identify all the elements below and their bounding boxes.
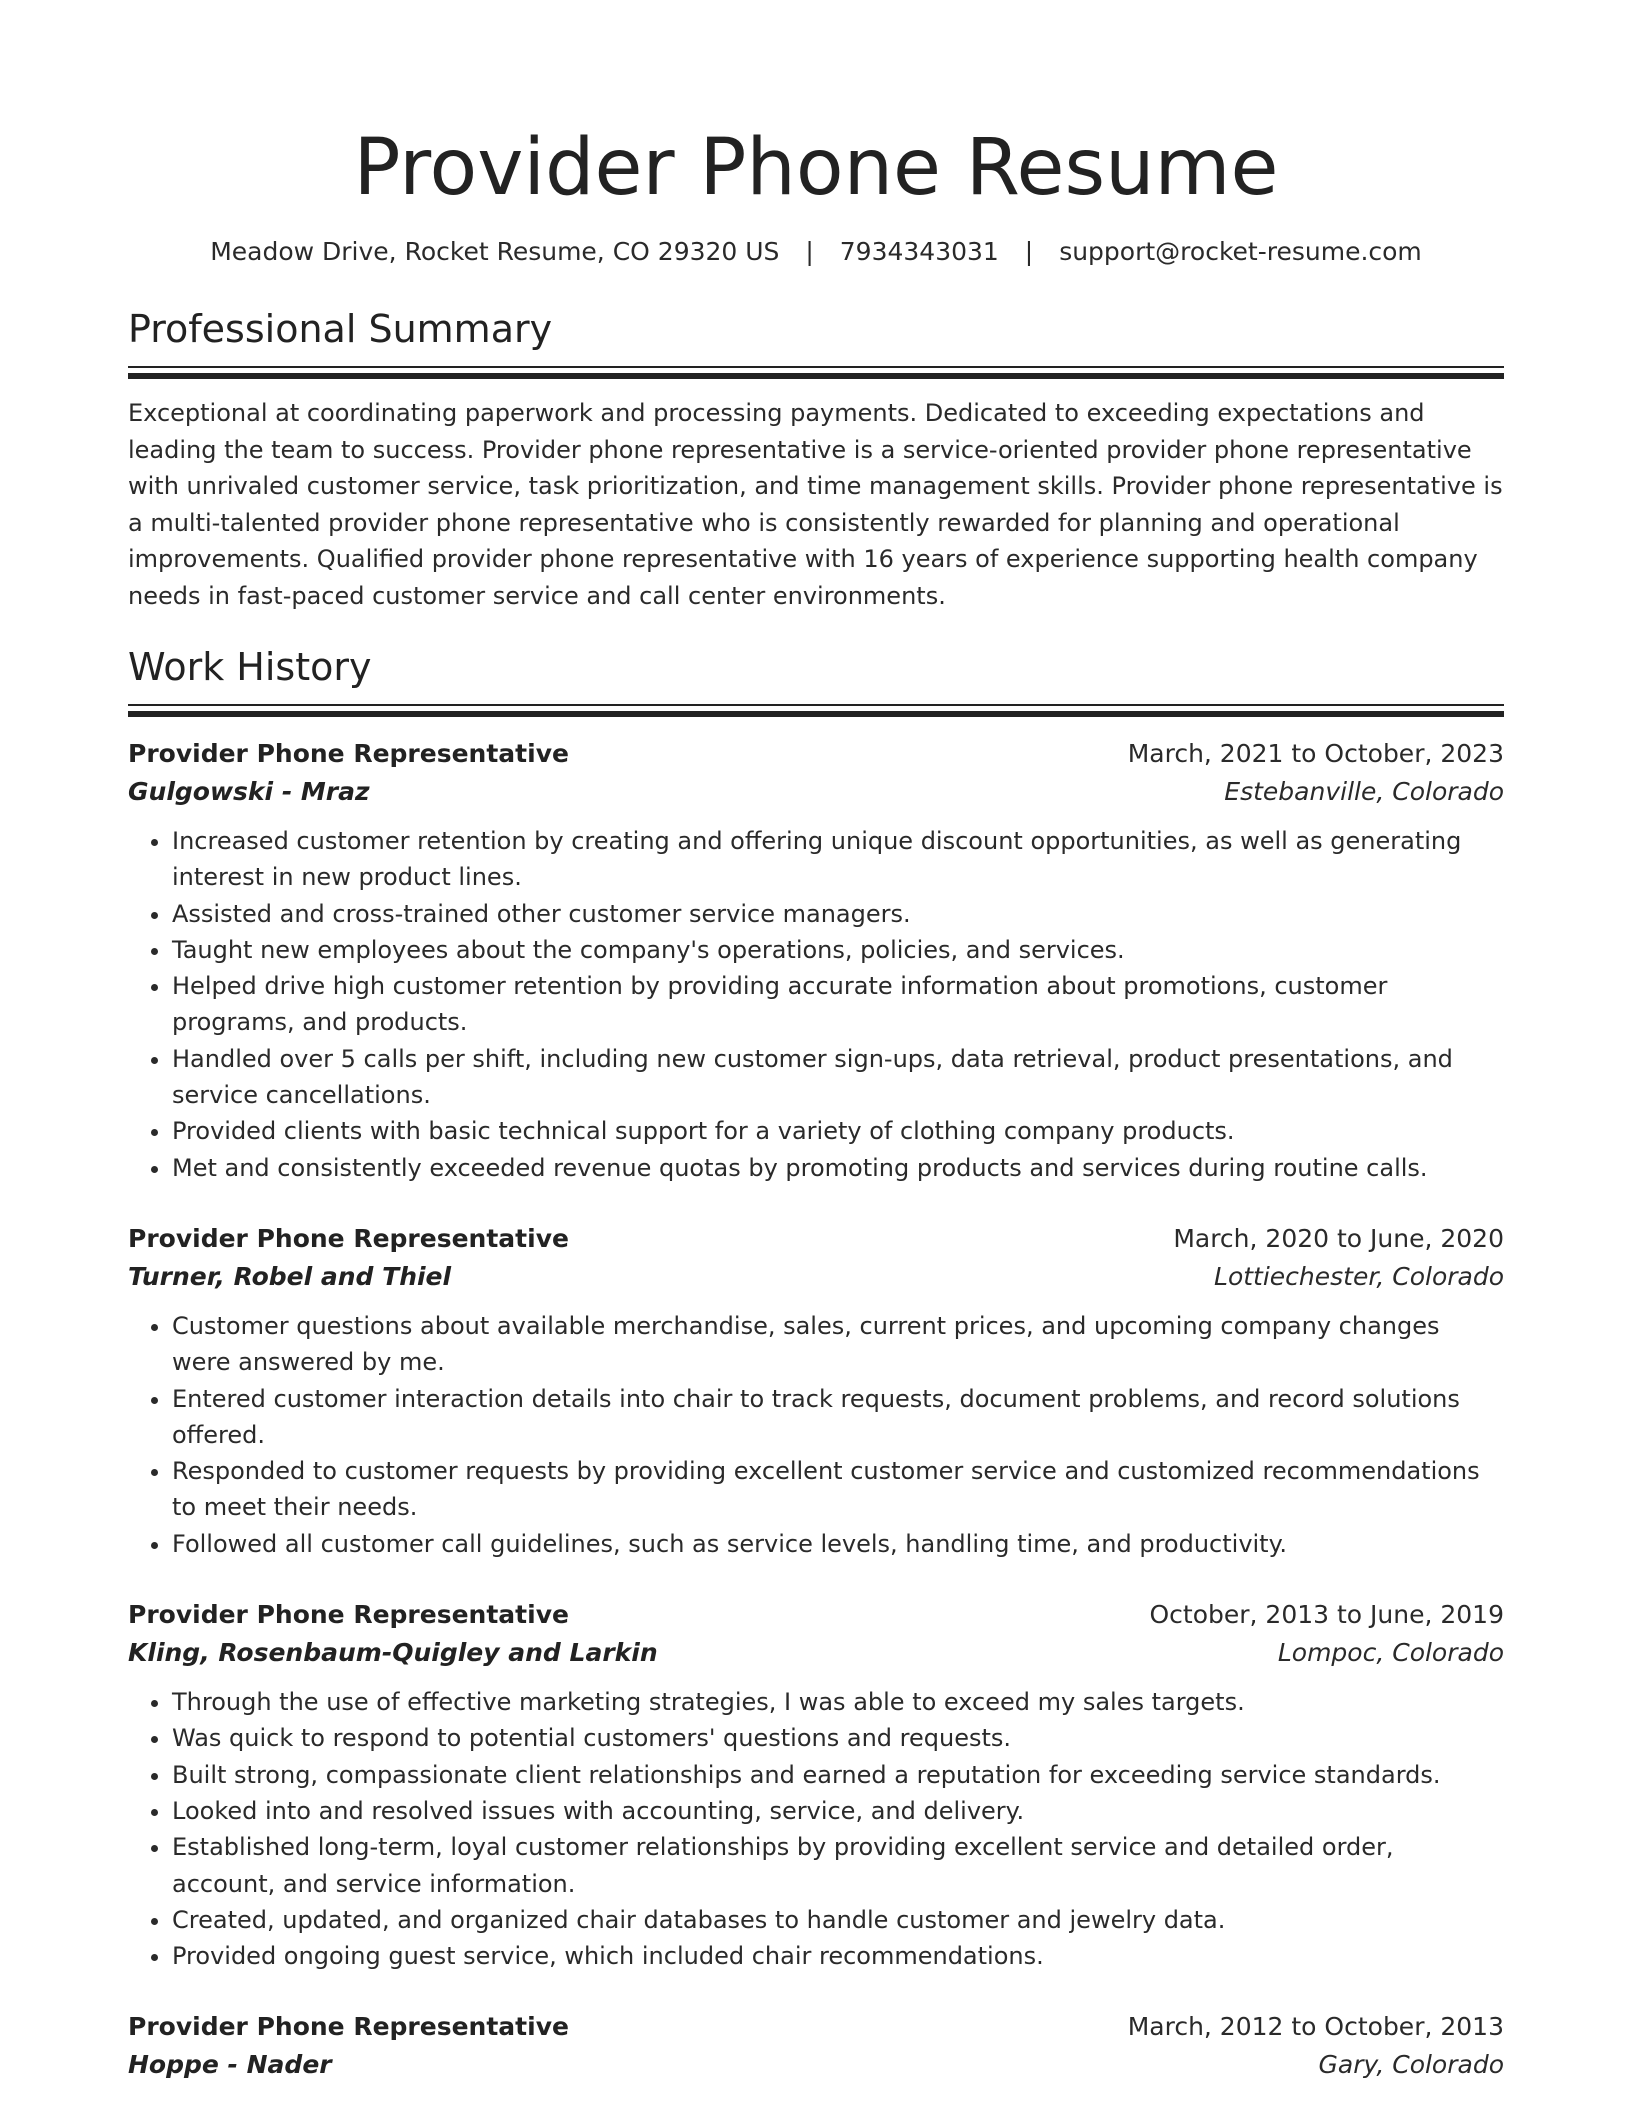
work-history-heading: Work History	[128, 645, 372, 689]
job-title: Provider Phone Representative	[128, 2012, 569, 2042]
job-bullet: • Assisted and cross-trained other customer service managers.	[172, 896, 1504, 932]
job-company: Gulgowski - Mraz	[128, 777, 370, 806]
job-bullet: • Responded to customer requests by providing excellent customer service and customized recommendations to meet their needs.	[172, 1453, 1504, 1526]
job-dates: March, 2020 to June, 2020	[1173, 1223, 1504, 1253]
job-bullet: • Was quick to respond to potential customers' questions and requests.	[172, 1720, 1504, 1756]
section-divider	[128, 366, 1504, 373]
job-bullet: • Customer questions about available merchandise, sales, current prices, and upcoming company changes were answered by me.	[172, 1308, 1504, 1381]
job-bullet: • Looked into and resolved issues with accounting, service, and delivery.	[172, 1793, 1504, 1829]
summary-heading: Professional Summary	[128, 307, 553, 351]
job-bullet: • Through the use of effective marketing strategies, I was able to exceed my sales targets.	[172, 1684, 1504, 1720]
contact-address: Meadow Drive, Rocket Resume, CO 29320 US	[210, 237, 780, 266]
job-list	[128, 735, 1504, 2084]
job-entry	[128, 2008, 1504, 2084]
contact-line	[128, 236, 1504, 268]
job-bullet: • Taught new employees about the company's operations, policies, and services.	[172, 932, 1504, 968]
job-bullet: • Helped drive high customer retention by providing accurate information about promotions, customer programs, and products.	[172, 968, 1504, 1041]
job-bullet: • Created, updated, and organized chair databases to handle customer and jewelry data.	[172, 1902, 1504, 1938]
job-entry	[128, 735, 1504, 1186]
job-bullet: • Increased customer retention by creating and offering unique discount opportunities, as well as generating interest in new product lines.	[172, 823, 1504, 896]
summary-text: Exceptional at coordinating paperwork and processing payments. Dedicated to exceeding expectations and leading the team to success. Provider phone representative is a service-oriented provider phone representative with unrivaled customer service, task prioritization, and time management skills. Provider phone representative is a multi-talented provider phone representative who is consistently rewarded for planning and operational improvements. Qualified provider phone representative with 16 years of experience supporting health company needs in fast-paced customer service and call center environments.	[128, 399, 1503, 610]
job-bullet: • Provided ongoing guest service, which included chair recommendations.	[172, 1938, 1504, 1974]
job-title: Provider Phone Representative	[128, 1600, 569, 1630]
job-bullet: • Met and consistently exceeded revenue quotas by promoting products and services during routine calls.	[172, 1150, 1504, 1186]
job-bullet: • Handled over 5 calls per shift, including new customer sign-ups, data retrieval, product presentations, and service cancellations.	[172, 1041, 1504, 1114]
job-title: Provider Phone Representative	[128, 1223, 569, 1253]
contact-separator: |	[1024, 237, 1034, 266]
job-dates: March, 2021 to October, 2023	[1127, 739, 1504, 768]
contact-phone: 7934343031	[839, 237, 999, 266]
job-company: Hoppe - Nader	[128, 2050, 332, 2080]
job-bullet: • Built strong, compassionate client relationships and earned a reputation for exceeding service standards.	[172, 1757, 1504, 1793]
job-company: Turner, Robel and Thiel	[128, 1261, 452, 1291]
job-location: Lottiechester, Colorado	[1214, 1261, 1504, 1291]
job-bullets	[128, 823, 1504, 1186]
job-bullet: • Provided clients with basic technical support for a variety of clothing company products.	[172, 1113, 1504, 1149]
job-location: Estebanville, Colorado	[1224, 777, 1504, 806]
job-title: Provider Phone Representative	[128, 739, 569, 768]
section-divider	[128, 704, 1504, 711]
contact-separator: |	[805, 237, 814, 266]
job-bullet: • Established long-term, loyal customer relationships by providing excellent service and detailed order, account, and service information.	[172, 1829, 1504, 1902]
job-location: Lompoc, Colorado	[1277, 1638, 1504, 1668]
job-bullet: • Entered customer interaction details into chair to track requests, document problems, and record solutions offered.	[172, 1381, 1504, 1454]
contact-email: support@rocket-resume.com	[1059, 237, 1422, 266]
job-dates: October, 2013 to June, 2019	[1149, 1600, 1504, 1630]
job-bullets	[128, 1308, 1504, 1562]
job-entry	[128, 1220, 1504, 1562]
job-company: Kling, Rosenbaum-Quigley and Larkin	[128, 1638, 658, 1668]
job-bullets	[128, 1684, 1504, 1974]
job-bullet: • Followed all customer call guidelines, such as service levels, handling time, and productivity.	[172, 1526, 1504, 1562]
job-dates: March, 2012 to October, 2013	[1127, 2012, 1504, 2042]
resume-title: Provider Phone Resume	[353, 123, 1279, 213]
job-location: Gary, Colorado	[1318, 2050, 1504, 2080]
job-entry	[128, 1596, 1504, 1974]
